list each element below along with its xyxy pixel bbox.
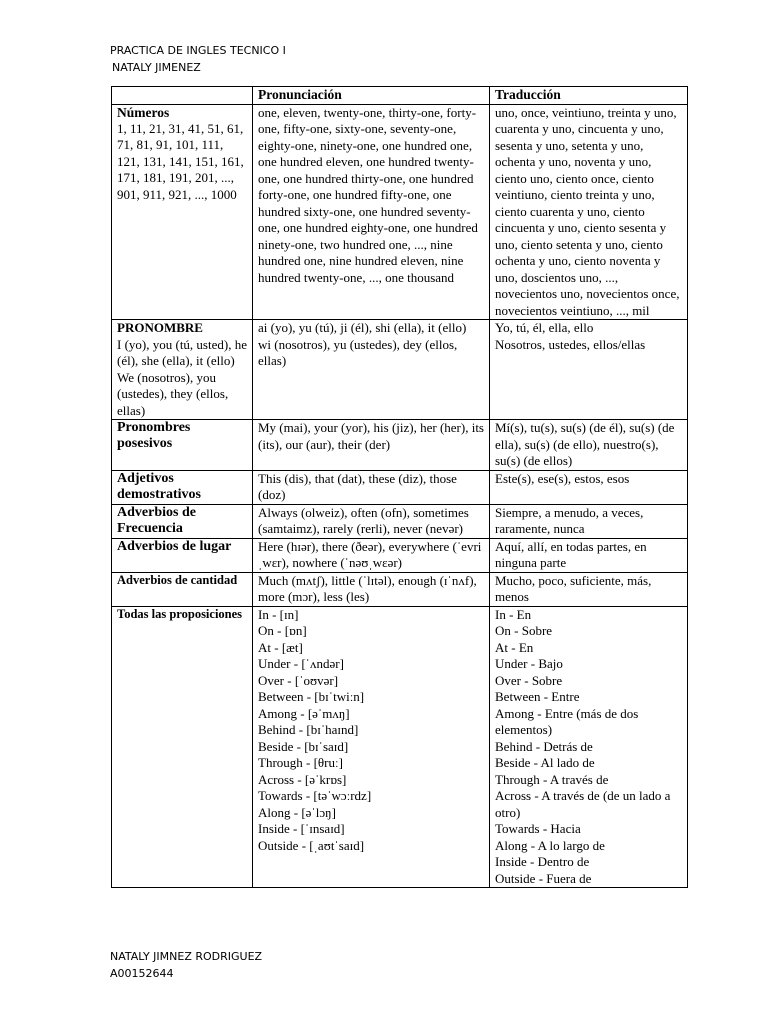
translation-line: In - En <box>495 606 532 622</box>
row-pronunciation: Much (mʌtʃ), little (ˈlɪtəl), enough (ɪˈnʌf), more (mɔr), less (les) <box>253 572 490 606</box>
row-translation <box>490 320 688 420</box>
pronunciation-line: Across - [əˈkrɒs] <box>258 771 347 787</box>
row-translation <box>490 606 688 888</box>
table-row <box>112 104 688 320</box>
row-items: I (yo), you (tú, usted), he (él), she (ella), it (ello) We (nosotros), you (ustedes), they (ellos, ellas) <box>117 336 247 418</box>
row-items: 1, 11, 21, 31, 41, 51, 61, 71, 81, 91, 101, 111, 121, 131, 141, 151, 161, 171, 181, 191, 201, ..., 901, 911, 921, ..., 1000 <box>117 120 244 202</box>
row-category: PRONOMBRE <box>117 320 203 335</box>
row-pronunciation: My (mai), your (yor), his (jiz), her (her), its (its), our (aur), their (der) <box>253 420 490 471</box>
row-pronunciation <box>253 606 490 888</box>
table-row <box>112 572 688 606</box>
translation-line: Along - A lo largo de <box>495 837 605 853</box>
row-translation: Siempre, a menudo, a veces, raramente, nunca <box>490 504 688 538</box>
pronunciation-line: Through - [θruː] <box>258 755 343 770</box>
translation-line: Under - Bajo <box>495 656 563 671</box>
row-pronunciation: Here (hɪər), there (ðeər), everywhere (ˈevriˌwɛr), nowhere (ˈnəʊˌwɛər) <box>253 538 490 572</box>
pronunciation-line: Under - [ˈʌndər] <box>258 656 344 671</box>
row-pronunciation: Always (olweiz), often (ofn), sometimes (samtaimz), rarely (rerli), never (nevər) <box>253 504 490 538</box>
row-pronunciation: This (dis), that (dat), these (diz), those (doz) <box>253 470 490 504</box>
row-pronunciation <box>253 320 490 420</box>
row-translation: Mí(s), tu(s), su(s) (de él), su(s) (de ella), su(s) (de ello), nuestro(s), su(s) (de ellos) <box>490 420 688 471</box>
translation-line: Behind - Detrás de <box>495 738 593 754</box>
translation-line: Towards - Hacia <box>495 821 581 836</box>
pronunciation-line: Over - [ˈoʊvər] <box>258 672 339 688</box>
row-translation: uno, once, veintiuno, treinta y uno, cuarenta y uno, cincuenta y uno, sesenta y uno, setenta y uno, ochenta y uno, noventa y uno, ciento uno, ciento once, ciento veintiuno, ciento treinta y uno, ciento cuarenta y uno, ciento cincuenta y uno, ciento sesenta y uno, ciento setenta y uno, ciento ochenta y uno, ciento noventa y uno, doscientos uno, ..., novecientos uno, novecientos once, novecientos veintiuno, ..., mil <box>490 104 688 320</box>
row-category: Adjetivos demostrativos <box>112 470 253 504</box>
translation-line: Yo, tú, él, ella, ello <box>495 320 594 335</box>
translation-line: Nosotros, ustedes, ellos/ellas <box>495 336 646 352</box>
row-pronunciation: one, eleven, twenty-one, thirty-one, forty-one, fifty-one, sixty-one, seventy-one, eighty-one, ninety-one, one hundred one, one hundred eleven, one hundred twenty-one, one hundred thirty-one, one hundred forty-one, one hundred fifty-one, one hundred sixty-one, one hundred seventy-one, one hundred eighty-one, one hundred ninety-one, two hundred one, ..., nine hundred one, nine hundred eleven, nine hundred twenty-one, ..., one thousand <box>253 104 490 320</box>
translation-line: Over - Sobre <box>495 672 563 688</box>
table-header-row <box>112 87 688 105</box>
document-header-title: PRACTICA DE INGLES TECNICO I <box>110 44 286 57</box>
row-category-cell <box>112 104 253 320</box>
row-translation: Aquí, allí, en todas partes, en ninguna parte <box>490 538 688 572</box>
table-header-translation: Traducción <box>490 87 688 105</box>
table-row <box>112 420 688 471</box>
pronunciation-line: ai (yo), yu (tú), ji (él), shi (ella), it (ello) <box>258 320 467 335</box>
row-category-cell <box>112 320 253 420</box>
pronunciation-line: Between - [bɪˈtwiːn] <box>258 689 365 704</box>
pronunciation-line: Among - [əˈmʌŋ] <box>258 705 350 721</box>
row-category: Números <box>117 104 170 120</box>
row-translation: Mucho, poco, suficiente, más, menos <box>490 572 688 606</box>
pronunciation-line: Towards - [təˈwɔːrdz] <box>258 788 372 803</box>
translation-line: Through - A través de <box>495 771 609 787</box>
row-category: Adverbios de lugar <box>112 538 253 572</box>
vocabulary-table <box>111 86 688 888</box>
pronunciation-line: At - [æt] <box>258 639 303 655</box>
translation-line: Inside - Dentro de <box>495 854 590 869</box>
row-category: Adverbios de cantidad <box>112 572 253 606</box>
pronunciation-line: Beside - [bɪˈsaɪd] <box>258 738 349 754</box>
table-row <box>112 504 688 538</box>
pronunciation-line: Inside - [ˈɪnsaɪd] <box>258 821 345 836</box>
row-translation: Este(s), ese(s), estos, esos <box>490 470 688 504</box>
translation-line: Between - Entre <box>495 689 580 704</box>
translation-line: Outside - Fuera de <box>495 870 592 886</box>
document-footer-name: NATALY JIMNEZ RODRIGUEZ <box>110 950 263 963</box>
table-row <box>112 538 688 572</box>
pronunciation-line: Behind - [bɪˈhaɪnd] <box>258 722 359 737</box>
document-footer-id: A00152644 <box>110 967 174 980</box>
table-header-empty <box>112 87 253 105</box>
translation-line: Across - A través de (de un lado a otro) <box>495 788 671 820</box>
row-category: Pronombres posesivos <box>112 420 253 471</box>
translation-line: On - Sobre <box>495 623 553 638</box>
pronunciation-line: Outside - [ˌaʊtˈsaɪd] <box>258 837 365 853</box>
table-row <box>112 606 688 888</box>
translation-line: Beside - Al lado de <box>495 755 595 770</box>
table-header-pronunciation: Pronunciación <box>253 87 490 105</box>
translation-line: Among - Entre (más de dos elementos) <box>495 705 639 737</box>
pronunciation-line: wi (nosotros), yu (ustedes), dey (ellos, ellas) <box>258 336 458 368</box>
row-category: Todas las proposiciones <box>112 606 253 888</box>
pronunciation-line: Along - [əˈlɔŋ] <box>258 804 336 820</box>
pronunciation-line: On - [ɒn] <box>258 623 307 638</box>
document-header-author: NATALY JIMENEZ <box>112 61 201 74</box>
table-row <box>112 320 688 420</box>
translation-line: At - En <box>495 639 534 655</box>
pronunciation-line: In - [ɪn] <box>258 606 299 622</box>
row-category: Adverbios de Frecuencia <box>112 504 253 538</box>
table-row <box>112 470 688 504</box>
